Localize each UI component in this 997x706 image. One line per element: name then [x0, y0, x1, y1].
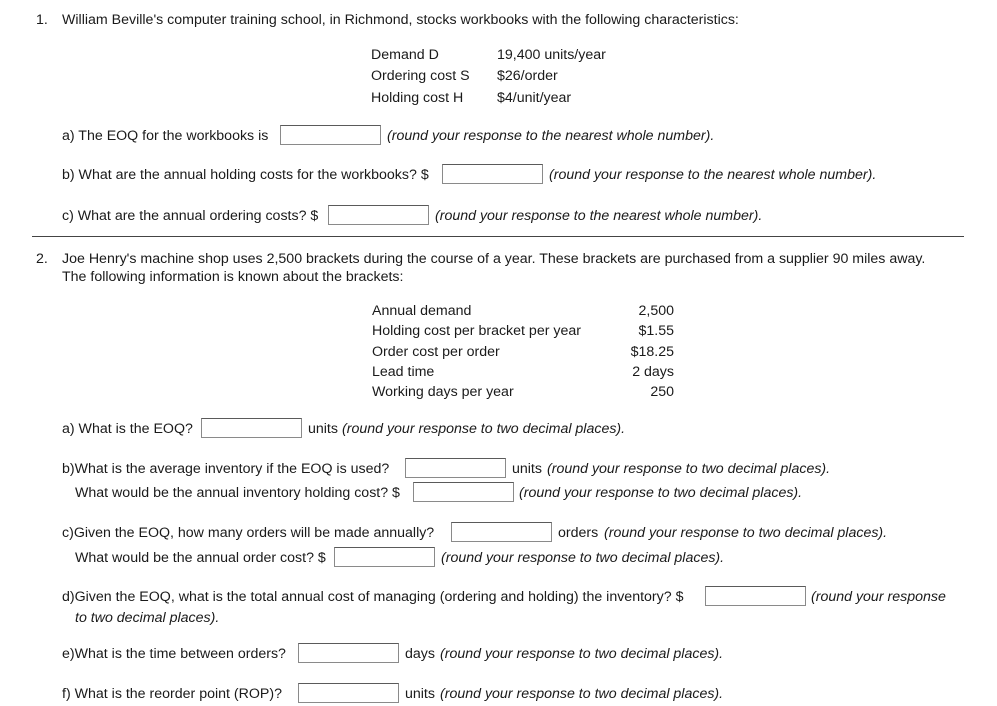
q1-table-label: Demand D [371, 47, 439, 63]
q2-table-value: $18.25 [630, 344, 674, 360]
q1a-note: (round your response to the nearest whole number). [387, 128, 715, 144]
q2c-order-cost-note: (round your response to two decimal places). [441, 550, 725, 566]
q1-number: 1. [36, 12, 48, 28]
q2f-rop-input[interactable] [298, 683, 399, 703]
q2b-avg-inventory-note: (round your response to two decimal places). [547, 461, 831, 477]
q2-number: 2. [36, 251, 48, 267]
q2-table-label: Annual demand [372, 303, 472, 319]
q2e-note: (round your response to two decimal places). [440, 646, 724, 662]
q2-table-value: 2 days [632, 364, 674, 380]
q1b-prompt: b) What are the annual holding costs for the workbooks? $ [62, 167, 429, 183]
q1-intro: William Beville's computer training school, in Richmond, stocks workbooks with the following characteristics: [62, 12, 739, 28]
q2b-avg-inventory-prompt: b)What is the average inventory if the EOQ is used? [62, 461, 390, 477]
q2a-unit: units [308, 421, 338, 437]
q1a-eoq-input[interactable] [280, 125, 381, 145]
q2d-total-cost-input[interactable] [705, 586, 806, 606]
q2c-order-cost-input[interactable] [334, 547, 435, 567]
q1b-note: (round your response to the nearest whole number). [549, 167, 877, 183]
q2-table-label: Lead time [372, 364, 435, 380]
q2b-holding-cost-prompt: What would be the annual inventory holding cost? $ [75, 485, 400, 501]
q2b-holding-cost-note: (round your response to two decimal places). [519, 485, 803, 501]
q2b-avg-inventory-input[interactable] [405, 458, 506, 478]
q1a-prompt: a) The EOQ for the workbooks is [62, 128, 269, 144]
q2a-note: (round your response to two decimal places). [342, 421, 626, 437]
q1-table-label: Ordering cost S [371, 68, 470, 84]
q2e-unit: days [405, 646, 435, 662]
q1-table-label: Holding cost H [371, 90, 464, 106]
q2-table-label: Order cost per order [372, 344, 500, 360]
q2e-prompt: e)What is the time between orders? [62, 646, 286, 662]
q1c-note: (round your response to the nearest whole number). [435, 208, 763, 224]
q1c-ordering-cost-input[interactable] [328, 205, 429, 225]
q2c-order-cost-prompt: What would be the annual order cost? $ [75, 550, 326, 566]
q2d-note-line2: to two decimal places). [75, 610, 220, 626]
q2f-unit: units [405, 686, 435, 702]
q2f-note: (round your response to two decimal places). [440, 686, 724, 702]
q2-table-value: 250 [650, 384, 674, 400]
q2-intro-line2: The following information is known about the brackets: [62, 269, 404, 285]
q2b-holding-cost-input[interactable] [413, 482, 514, 502]
q2c-orders-note: (round your response to two decimal places). [604, 525, 888, 541]
q2-table-value: $1.55 [638, 323, 674, 339]
q1b-holding-cost-input[interactable] [442, 164, 543, 184]
q2f-prompt: f) What is the reorder point (ROP)? [62, 686, 282, 702]
q2-intro-line1: Joe Henry's machine shop uses 2,500 brackets during the course of a year. These brackets are purchased from a supplier 90 miles away. [62, 251, 926, 267]
q2a-prompt: a) What is the EOQ? [62, 421, 193, 437]
q2d-note-line1: (round your response [811, 589, 946, 605]
q2c-orders-unit: orders [558, 525, 599, 541]
question-divider [32, 236, 964, 237]
q2-table-label: Working days per year [372, 384, 514, 400]
q2a-eoq-input[interactable] [201, 418, 302, 438]
q2e-time-between-orders-input[interactable] [298, 643, 399, 663]
q2-table-label: Holding cost per bracket per year [372, 323, 581, 339]
q1-table-value: $4/unit/year [497, 90, 572, 106]
q2-table-value: 2,500 [638, 303, 674, 319]
q2b-avg-inventory-unit: units [512, 461, 542, 477]
q1-table-value: $26/order [497, 68, 558, 84]
q2d-prompt: d)Given the EOQ, what is the total annual cost of managing (ordering and holding) the inventory? $ [62, 589, 684, 605]
q2c-orders-prompt: c)Given the EOQ, how many orders will be made annually? [62, 525, 435, 541]
q2c-orders-input[interactable] [451, 522, 552, 542]
q1c-prompt: c) What are the annual ordering costs? $ [62, 208, 319, 224]
q1-table-value: 19,400 units/year [497, 47, 606, 63]
